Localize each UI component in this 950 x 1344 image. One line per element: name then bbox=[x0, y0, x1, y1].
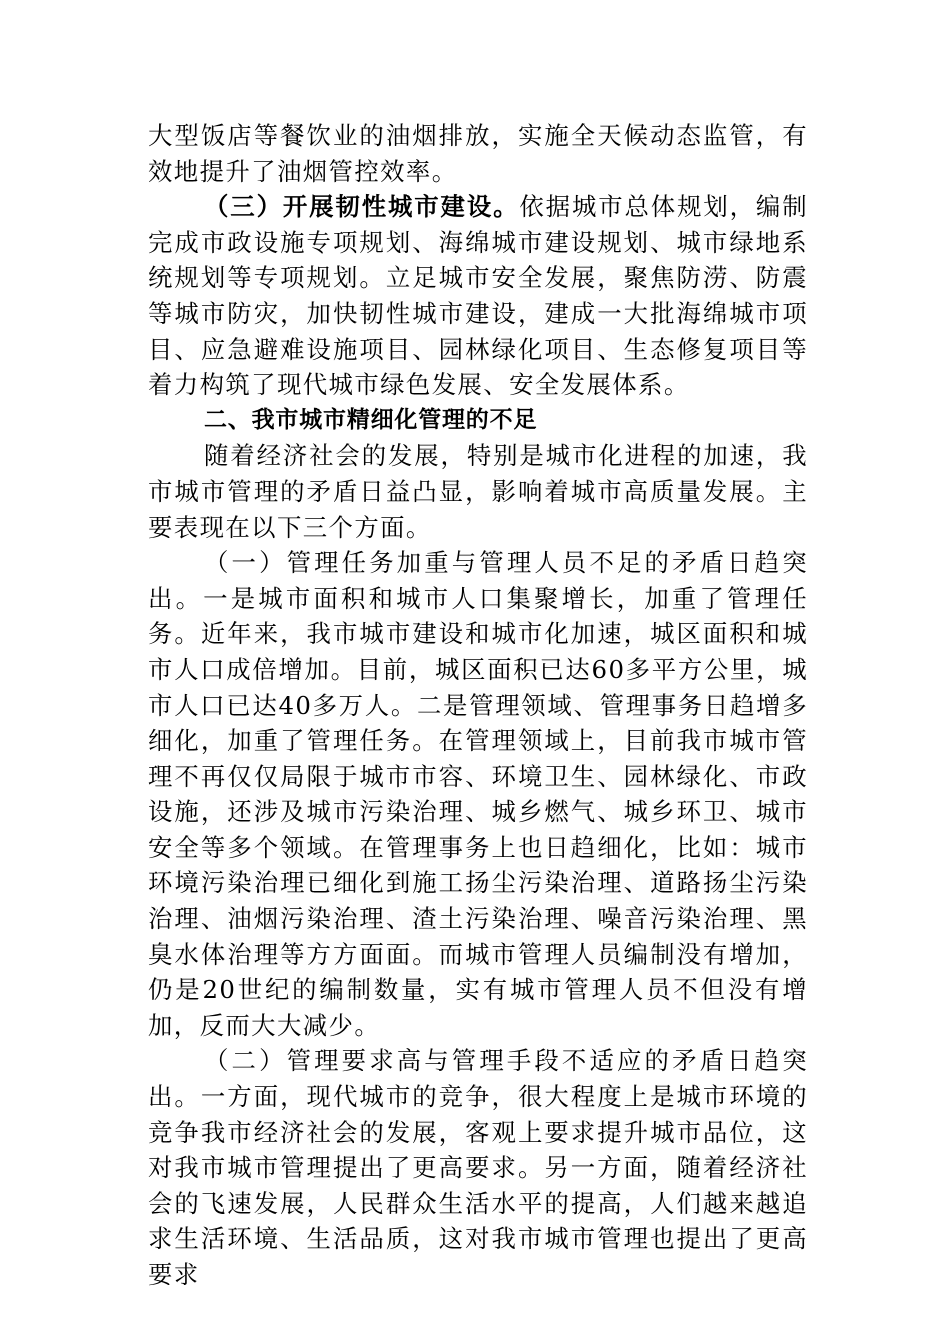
paragraph-management-means bbox=[148, 1043, 808, 1292]
section-heading-shortcomings: 二、我市城市精细化管理的不足 bbox=[204, 406, 538, 433]
paragraph-resilient-city bbox=[148, 189, 808, 403]
subheading-staff-shortage: （一）管理任务加重与管理人员不足的矛盾日趋突出。 bbox=[148, 548, 808, 613]
paragraph-staff-shortage bbox=[148, 545, 808, 1043]
paragraph-text: 随着经济社会的发展，特别是城市化进程的加速，我市城市管理的矛盾日益凸显，影响着城市高质量发展。主要表现在以下三个方面。 bbox=[148, 441, 808, 542]
paragraph-text: 一是城市面积和城市人口集聚增长，加重了管理任务。近年来，我市城市建设和城市化加速，城区面积和城市人口成倍增加。目前，城区面积已达60多平方公里，城市人口已达40多万人。二是管理领域、管理事务日趋增多细化，加重了管理任务。在管理领域上，目前我市城市管理不再仅仅局限于城市市容、环境卫生、园林绿化、市政设施，还涉及城市污染治理、城乡燃气、城乡环卫、城市安全等多个领域。在管理事务上也日趋细化，比如：城市环境污染治理已细化到施工扬尘污染治理、道路扬尘污染治理、油烟污染治理、渣土污染治理、噪音污染治理、黑臭水体治理等方方面面。而城市管理人员编制没有增加，仍是20世纪的编制数量，实有城市管理人员不但没有增加，反而大大减少。 bbox=[148, 583, 808, 1040]
subheading-resilient-city: （三）开展韧性城市建设。 bbox=[204, 192, 520, 222]
paragraph-text: 一方面，现代城市的竞争，很大程度上是城市环境的竞争我市经济社会的发展，客观上要求提升城市品位，这对我市城市管理提出了更高要求。另一方面，随着经济社会的飞速发展，人民群众生活水平的提高，人们越来越追求生活环境、生活品质，这对我市城市管理也提出了更高要求 bbox=[148, 1082, 808, 1289]
paragraph-text: 大型饭店等餐饮业的油烟排放，实施全天候动态监管，有效地提升了油烟管控效率。 bbox=[148, 121, 808, 186]
document-body bbox=[148, 118, 808, 1293]
paragraph-text: 依据城市总体规划，编制完成市政设施专项规划、海绵城市建设规划、城市绿地系统规划等专项规划。立足城市安全发展，聚焦防涝、防震等城市防灾，加快韧性城市建设，建成一大批海绵城市项目、应急避难设施项目、园林绿化项目、生态修复项目等着力构筑了现代城市绿色发展、安全发展体系。 bbox=[148, 192, 808, 400]
subheading-management-means: （二）管理要求高与管理手段不适应的矛盾日趋突出。 bbox=[148, 1046, 808, 1112]
paragraph-shortcomings-intro bbox=[148, 438, 808, 545]
paragraph-oil-fume-monitoring bbox=[148, 118, 808, 189]
